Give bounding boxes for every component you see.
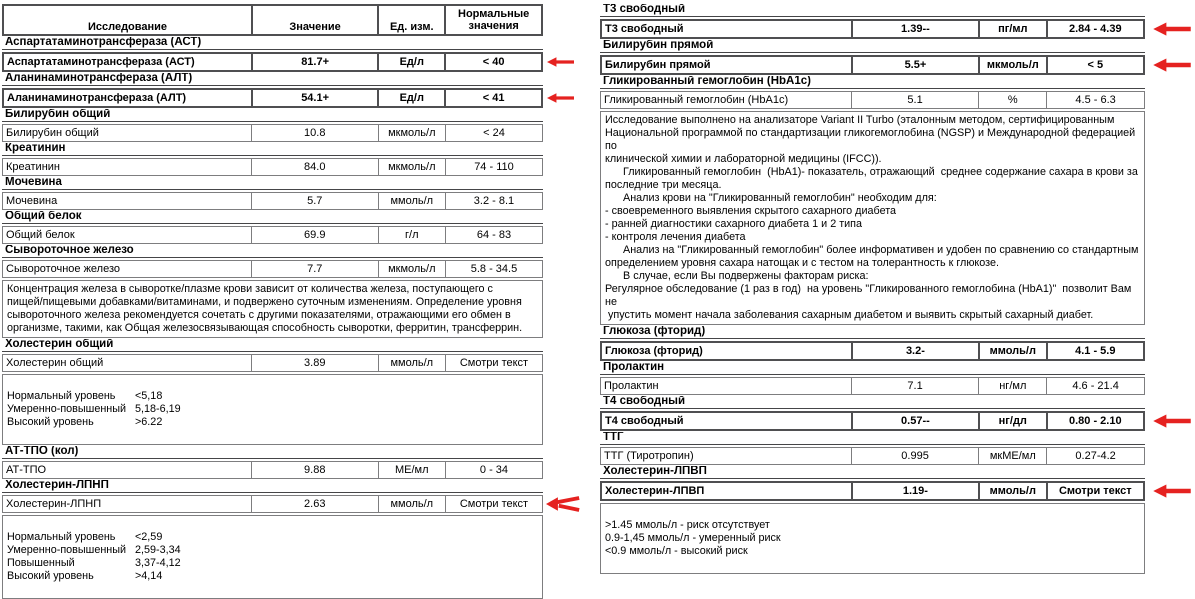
result-row-urea <box>2 192 543 210</box>
cell-ast-normal: < 40 <box>444 54 541 70</box>
result-row-glucose-fluoride <box>600 341 1145 361</box>
cell-ast-value: 81.7+ <box>251 54 377 70</box>
cell-cholesterol-hdl-normal: Смотри текст <box>1046 483 1143 499</box>
blank-line <box>605 506 1140 519</box>
section-title-cholesterol-hdl: Холестерин-ЛПВП <box>600 466 1145 479</box>
cell-creatinine-unit: мкмоль/л <box>378 159 445 175</box>
cell-cholesterol-ldl-unit: ммоль/л <box>378 496 445 512</box>
section-title-at-tpo: АТ-ТПО (кол) <box>2 446 543 459</box>
section-bilirubin-total <box>2 109 543 142</box>
abnormal-arrow-icon <box>546 493 580 515</box>
abnormal-arrow-icon <box>1152 58 1192 73</box>
header-value-label: Значение <box>251 6 377 34</box>
cell-ttg-value: 0.995 <box>851 448 979 464</box>
cell-prolactin-value: 7.1 <box>851 378 979 394</box>
result-row-ttg <box>600 447 1145 465</box>
cell-bilirubin-total-value: 10.8 <box>251 125 378 141</box>
cell-prolactin-normal: 4.6 - 21.4 <box>1046 378 1144 394</box>
result-row-alt <box>2 88 543 108</box>
section-title-glucose-fluoride: Глюкоза (фторид) <box>600 326 1145 339</box>
section-title-t3-free: Т3 свободный <box>600 4 1145 17</box>
note-line: определением уровня сахара натощак и с тестом на толерантность к глюкозе. <box>605 257 999 269</box>
section-cholesterol-ldl <box>2 480 543 599</box>
cell-serum-iron-normal: 5.8 - 34.5 <box>445 261 542 277</box>
cell-alt-value: 54.1+ <box>251 90 377 106</box>
cell-glucose-fluoride-unit: ммоль/л <box>978 343 1046 359</box>
note-pair-label: Умеренно-повышенный <box>7 403 127 415</box>
note-line: организме, такими, как Общая железосвязывающая способность сыворотки, ферритин, трансферрин. <box>7 322 523 334</box>
note-cholesterol-total <box>2 374 543 445</box>
result-row-serum-iron <box>2 260 543 278</box>
section-title-urea: Мочевина <box>2 177 543 190</box>
note-pair-row <box>7 531 538 544</box>
cell-serum-iron-unit: мкмоль/л <box>378 261 445 277</box>
note-line: упустить момент начала заболевания сахарным диабетом и выявить скрытый сахарный диабет. <box>605 309 1094 321</box>
cell-bilirubin-direct-name: Билирубин прямой <box>605 59 711 71</box>
note-hba1c <box>600 111 1145 325</box>
note-pair-value: <5,18 <box>135 390 163 402</box>
blank-line <box>605 558 1140 571</box>
note-pair-value: 5,18-6,19 <box>135 403 181 415</box>
note-line: Исследование выполнено на анализаторе Variant II Turbo (эталонным методом, сертифицированным <box>605 114 1115 126</box>
cell-cholesterol-hdl-unit: ммоль/л <box>978 483 1046 499</box>
cell-glucose-fluoride-name: Глюкоза (фторид) <box>605 345 703 357</box>
cell-urea-name: Мочевина <box>6 195 58 207</box>
section-glucose-fluoride <box>600 326 1145 361</box>
section-title-ttg: ТТГ <box>600 432 1145 445</box>
result-row-cholesterol-ldl <box>2 495 543 513</box>
section-title-alt: Аланинаминотрансфераза (АЛТ) <box>2 73 543 86</box>
section-ttg <box>600 432 1145 465</box>
result-row-bilirubin-direct <box>600 55 1145 75</box>
cell-ast-unit: Ед/л <box>377 54 444 70</box>
cell-glucose-fluoride-value: 3.2- <box>851 343 978 359</box>
note-line: 0.9-1,45 ммоль/л - умеренный риск <box>605 532 781 544</box>
section-total-protein <box>2 211 543 244</box>
table-header-row <box>2 4 543 36</box>
section-title-bilirubin-total: Билирубин общий <box>2 109 543 122</box>
cell-serum-iron-value: 7.7 <box>251 261 378 277</box>
note-line: сывороточного железа рекомендуется сочетать с другими показателями, отражающими его обмен в <box>7 309 511 321</box>
result-row-cholesterol-hdl <box>600 481 1145 501</box>
cell-cholesterol-hdl-value: 1.19- <box>851 483 978 499</box>
cell-cholesterol-total-normal: Смотри текст <box>445 355 542 371</box>
note-pair-row <box>7 403 538 416</box>
cell-cholesterol-ldl-normal: Смотри текст <box>445 496 542 512</box>
cell-creatinine-name: Креатинин <box>6 161 60 173</box>
cell-at-tpo-value: 9.88 <box>251 462 378 478</box>
result-row-t3-free <box>600 19 1145 39</box>
cell-cholesterol-ldl-name: Холестерин-ЛПНП <box>6 498 102 510</box>
cell-ast-name: Аспартатаминотрансфераза (АСТ) <box>7 56 195 68</box>
note-pair-value: 2,59-3,34 <box>135 544 181 556</box>
section-alt <box>2 73 543 108</box>
note-pair-value: >4,14 <box>135 570 163 582</box>
cell-urea-value: 5.7 <box>251 193 378 209</box>
cell-bilirubin-direct-value: 5.5+ <box>851 57 978 73</box>
cell-total-protein-normal: 64 - 83 <box>445 227 542 243</box>
note-line: Анализ на "Гликированный гемоглобин" более информативен и удобен по сравнению со стандартным <box>605 244 1139 256</box>
section-hba1c <box>600 76 1145 325</box>
cell-hba1c-normal: 4.5 - 6.3 <box>1046 92 1144 108</box>
abnormal-arrow-icon <box>547 91 574 105</box>
section-at-tpo <box>2 446 543 479</box>
section-title-ast: Аспартатаминотрансфераза (АСТ) <box>2 37 543 50</box>
section-title-serum-iron: Сывороточное железо <box>2 245 543 258</box>
note-line: <0.9 ммоль/л - высокий риск <box>605 545 748 557</box>
cell-cholesterol-total-unit: ммоль/л <box>378 355 445 371</box>
section-cholesterol-hdl <box>600 466 1145 574</box>
cell-t3-free-unit: пг/мл <box>978 21 1046 37</box>
note-pair-label: Повышенный <box>7 557 75 569</box>
section-title-cholesterol-ldl: Холестерин-ЛПНП <box>2 480 543 493</box>
result-row-total-protein <box>2 226 543 244</box>
cell-glucose-fluoride-normal: 4.1 - 5.9 <box>1046 343 1143 359</box>
abnormal-arrow-icon <box>547 55 574 69</box>
cell-at-tpo-name: АТ-ТПО <box>6 464 47 476</box>
note-pair-label: Умеренно-повышенный <box>7 544 127 556</box>
cell-t4-free-normal: 0.80 - 2.10 <box>1046 413 1143 429</box>
note-pair-row <box>7 416 538 429</box>
note-pair-row <box>7 544 538 557</box>
blank-line <box>7 583 538 596</box>
cell-prolactin-name: Пролактин <box>604 380 659 392</box>
note-line: В случае, если Вы подвержены факторам риска: <box>605 270 869 282</box>
left-column <box>2 4 543 599</box>
cell-prolactin-unit: нг/мл <box>978 378 1046 394</box>
cell-t4-free-unit: нг/дл <box>978 413 1046 429</box>
right-column <box>600 4 1145 599</box>
cell-hba1c-value: 5.1 <box>851 92 979 108</box>
note-cholesterol-hdl <box>600 503 1145 574</box>
section-title-total-protein: Общий белок <box>2 211 543 224</box>
cell-alt-name: Аланинаминотрансфераза (АЛТ) <box>7 92 187 104</box>
cell-t3-free-normal: 2.84 - 4.39 <box>1046 21 1143 37</box>
result-row-creatinine <box>2 158 543 176</box>
note-pair-row <box>7 570 538 583</box>
cell-bilirubin-direct-unit: мкмоль/л <box>978 57 1046 73</box>
cell-bilirubin-total-name: Билирубин общий <box>6 127 99 139</box>
cell-hba1c-unit: % <box>978 92 1046 108</box>
note-line: >1.45 ммоль/л - риск отсутствует <box>605 519 770 531</box>
cell-alt-unit: Ед/л <box>377 90 444 106</box>
section-t3-free <box>600 4 1145 39</box>
note-line: пищей/пищевыми добавками/витаминами, и подвержено суточным изменениям. Определение уровня <box>7 296 522 308</box>
cell-t3-free-name: Т3 свободный <box>605 23 684 35</box>
cell-cholesterol-hdl-name: Холестерин-ЛПВП <box>605 485 705 497</box>
note-line: - ранней диагностики сахарного диабета 1 и 2 типа <box>605 218 863 230</box>
result-row-at-tpo <box>2 461 543 479</box>
note-pair-value: >6.22 <box>135 416 163 428</box>
section-cholesterol-total <box>2 339 543 445</box>
cell-urea-normal: 3.2 - 8.1 <box>445 193 542 209</box>
result-row-bilirubin-total <box>2 124 543 142</box>
header-normal-label: Нормальные значения <box>444 6 541 34</box>
abnormal-arrow-icon <box>1152 22 1192 37</box>
cell-serum-iron-name: Сывороточное железо <box>6 263 121 275</box>
section-title-cholesterol-total: Холестерин общий <box>2 339 543 352</box>
abnormal-arrow-icon <box>1152 414 1192 429</box>
cell-t3-free-value: 1.39-- <box>851 21 978 37</box>
cell-ttg-unit: мкМЕ/мл <box>978 448 1046 464</box>
note-pair-value: <2,59 <box>135 531 163 543</box>
abnormal-arrow-icon <box>1152 484 1192 499</box>
note-line: Регулярное обследование (1 раз в год) на уровень "Гликированного гемоглобина (HbA1)" позволит Вам не <box>605 283 1135 308</box>
section-title-creatinine: Креатинин <box>2 143 543 156</box>
section-title-t4-free: Т4 свободный <box>600 396 1145 409</box>
section-urea <box>2 177 543 210</box>
section-bilirubin-direct <box>600 40 1145 75</box>
cell-cholesterol-total-name: Холестерин общий <box>6 357 104 369</box>
cell-bilirubin-direct-normal: < 5 <box>1046 57 1143 73</box>
header-test-label: Исследование <box>87 21 168 33</box>
cell-total-protein-name: Общий белок <box>6 229 75 241</box>
note-line: Анализ крови на "Гликированный гемоглобин" необходим для: <box>605 192 937 204</box>
note-line: последние три месяца. <box>605 179 722 191</box>
cell-creatinine-normal: 74 - 110 <box>445 159 542 175</box>
cell-bilirubin-total-unit: мкмоль/л <box>378 125 445 141</box>
result-row-ast <box>2 52 543 72</box>
section-creatinine <box>2 143 543 176</box>
result-row-t4-free <box>600 411 1145 431</box>
note-cholesterol-ldl <box>2 515 543 599</box>
cell-t4-free-name: Т4 свободный <box>605 415 684 427</box>
cell-t4-free-value: 0.57-- <box>851 413 978 429</box>
blank-line <box>7 518 538 531</box>
cell-total-protein-value: 69.9 <box>251 227 378 243</box>
note-pair-label: Нормальный уровень <box>7 531 116 543</box>
cell-ttg-normal: 0.27-4.2 <box>1046 448 1144 464</box>
result-row-cholesterol-total <box>2 354 543 372</box>
cell-alt-normal: < 41 <box>444 90 541 106</box>
result-row-prolactin <box>600 377 1145 395</box>
cell-at-tpo-normal: 0 - 34 <box>445 462 542 478</box>
cell-hba1c-name: Гликированный гемоглобин (HbA1c) <box>604 94 789 106</box>
result-row-hba1c <box>600 91 1145 109</box>
note-pair-row <box>7 557 538 570</box>
note-line: - контроля лечения диабета <box>605 231 746 243</box>
note-line: Гликированный гемоглобин (HbA1)- показатель, отражающий среднее содержание сахара в крови за <box>605 166 1138 178</box>
section-prolactin <box>600 362 1145 395</box>
note-pair-label: Нормальный уровень <box>7 390 116 402</box>
cell-at-tpo-unit: МЕ/мл <box>378 462 445 478</box>
blank-line <box>7 377 538 390</box>
cell-urea-unit: ммоль/л <box>378 193 445 209</box>
note-pair-label: Высокий уровень <box>7 570 94 582</box>
cell-cholesterol-ldl-value: 2.63 <box>251 496 378 512</box>
note-line: клинической химии и лабораторной медицины (IFCC)). <box>605 153 882 165</box>
note-serum-iron <box>2 280 543 338</box>
blank-line <box>7 429 538 442</box>
note-pair-value: 3,37-4,12 <box>135 557 181 569</box>
section-serum-iron <box>2 245 543 338</box>
note-line: Национальной программой по стандартизации гликогемоглобина (NGSP) и Международной федерацией по <box>605 127 1139 152</box>
section-t4-free <box>600 396 1145 431</box>
section-title-bilirubin-direct: Билирубин прямой <box>600 40 1145 53</box>
note-pair-label: Высокий уровень <box>7 416 94 428</box>
cell-ttg-name: ТТГ (Тиротропин) <box>604 450 694 462</box>
note-line: Концентрация железа в сыворотке/плазме крови зависит от количества железа, поступающего с <box>7 283 493 295</box>
cell-bilirubin-total-normal: < 24 <box>445 125 542 141</box>
note-pair-row <box>7 390 538 403</box>
section-title-hba1c: Гликированный гемоглобин (HbA1c) <box>600 76 1145 89</box>
header-unit-label: Ед. изм. <box>377 6 444 34</box>
section-title-prolactin: Пролактин <box>600 362 1145 375</box>
section-ast <box>2 37 543 72</box>
note-line: - своевременного выявления скрытого сахарного диабета <box>605 205 897 217</box>
cell-creatinine-value: 84.0 <box>251 159 378 175</box>
cell-cholesterol-total-value: 3.89 <box>251 355 378 371</box>
cell-total-protein-unit: г/л <box>378 227 445 243</box>
